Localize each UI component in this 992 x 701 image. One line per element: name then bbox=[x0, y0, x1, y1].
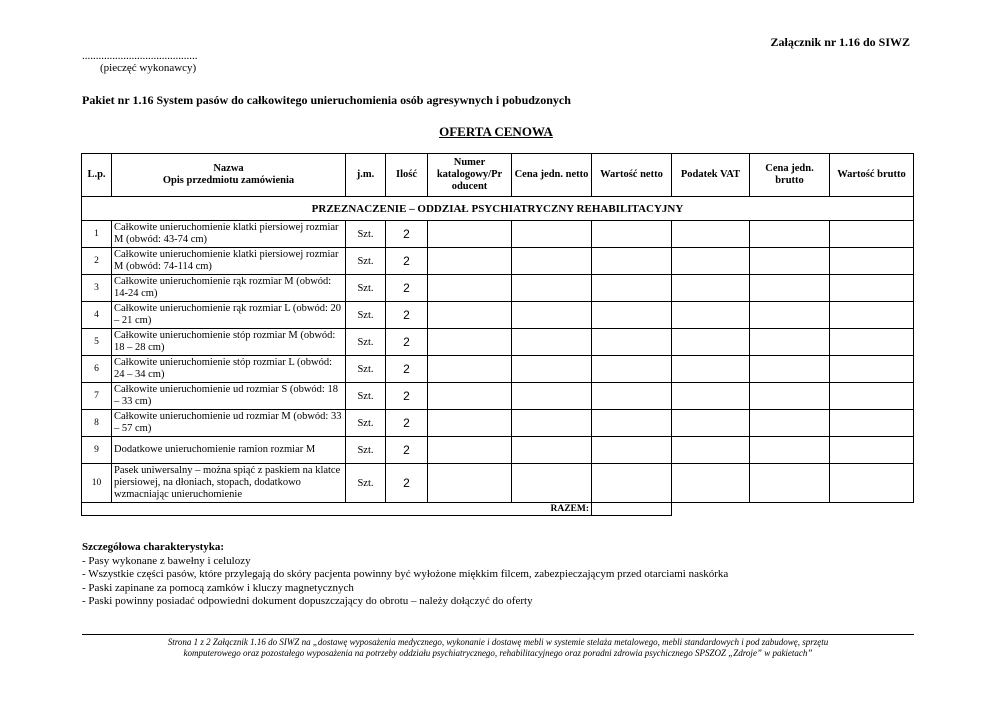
row-description: Całkowite unieruchomienie rąk rozmiar M (obwód: 14-24 cm) bbox=[112, 275, 346, 302]
row-unit: Szt. bbox=[346, 356, 386, 383]
row-value-gross[interactable] bbox=[830, 437, 914, 464]
row-value-gross[interactable] bbox=[830, 410, 914, 437]
col-header-vat: Podatek VAT bbox=[672, 154, 750, 197]
attachment-label: Załącznik nr 1.16 do SIWZ bbox=[770, 35, 910, 49]
row-unit-price-net[interactable] bbox=[512, 383, 592, 410]
row-quantity: 2 bbox=[386, 275, 428, 302]
table-row bbox=[82, 275, 914, 302]
row-value-gross[interactable] bbox=[830, 221, 914, 248]
section-row bbox=[82, 197, 914, 221]
row-vat[interactable] bbox=[672, 356, 750, 383]
row-unit: Szt. bbox=[346, 329, 386, 356]
package-title: Pakiet nr 1.16 System pasów do całkowitego unieruchomienia osób agresywnych i pobudzonych bbox=[82, 93, 571, 107]
row-unit: Szt. bbox=[346, 410, 386, 437]
row-number: 8 bbox=[82, 410, 112, 437]
row-value-gross[interactable] bbox=[830, 248, 914, 275]
col-header-name: Nazwa Opis przedmiotu zamówienia bbox=[112, 154, 346, 197]
row-value-net[interactable] bbox=[592, 275, 672, 302]
row-description: Pasek uniwersalny – można spiąć z paskiem na klatce piersiowej, na dłoniach, stopach, dodatkowo wzmacniając unieruchomienie bbox=[112, 464, 346, 503]
row-catalog-number[interactable] bbox=[428, 248, 512, 275]
characteristics-item: - Pasy wykonane z bawełny i celulozy bbox=[82, 554, 251, 567]
row-vat[interactable] bbox=[672, 275, 750, 302]
col-header-lp: L.p. bbox=[82, 154, 112, 197]
table-row bbox=[82, 383, 914, 410]
row-unit-price-net[interactable] bbox=[512, 248, 592, 275]
row-vat[interactable] bbox=[672, 437, 750, 464]
row-description: Całkowite unieruchomienie ud rozmiar M (obwód: 33 – 57 cm) bbox=[112, 410, 346, 437]
row-quantity: 2 bbox=[386, 302, 428, 329]
offer-title: OFERTA CENOWA bbox=[439, 124, 553, 139]
characteristics-item: - Paski zapinane za pomocą zamków i kluczy magnetycznych bbox=[82, 581, 354, 594]
total-value-net[interactable] bbox=[592, 503, 672, 516]
row-catalog-number[interactable] bbox=[428, 383, 512, 410]
row-quantity: 2 bbox=[386, 329, 428, 356]
footer-line: komputerowego oraz pozostałego wyposażenia na potrzeby oddziału psychiatrycznego, rehabilitacyjnego oraz poradni zdrowia psychicznego SPSZOZ „Zdroje” w pakietach” bbox=[183, 648, 813, 658]
table-header-row bbox=[82, 154, 914, 197]
row-unit-price-net[interactable] bbox=[512, 437, 592, 464]
row-vat[interactable] bbox=[672, 329, 750, 356]
stamp-dotted-line: .......................................... bbox=[82, 50, 198, 62]
row-unit-price-gross[interactable] bbox=[750, 356, 830, 383]
price-offer-table bbox=[81, 153, 914, 516]
row-unit-price-gross[interactable] bbox=[750, 464, 830, 503]
row-quantity: 2 bbox=[386, 410, 428, 437]
row-number: 2 bbox=[82, 248, 112, 275]
row-value-gross[interactable] bbox=[830, 275, 914, 302]
row-unit: Szt. bbox=[346, 464, 386, 503]
row-vat[interactable] bbox=[672, 302, 750, 329]
row-unit-price-gross[interactable] bbox=[750, 275, 830, 302]
table-row bbox=[82, 221, 914, 248]
table-row bbox=[82, 356, 914, 383]
row-vat[interactable] bbox=[672, 464, 750, 503]
col-header-unit: j.m. bbox=[346, 154, 386, 197]
row-value-gross[interactable] bbox=[830, 383, 914, 410]
table-row bbox=[82, 248, 914, 275]
col-header-unit-price-net: Cena jedn. netto bbox=[512, 154, 592, 197]
row-catalog-number[interactable] bbox=[428, 329, 512, 356]
row-catalog-number[interactable] bbox=[428, 302, 512, 329]
characteristics-item: - Wszystkie części pasów, które przylegają do skóry pacjenta powinny być wyłożone miękkim filcem, zabezpieczającym przed otarciami naskórka bbox=[82, 568, 729, 580]
table-row bbox=[82, 464, 914, 503]
row-catalog-number[interactable] bbox=[428, 410, 512, 437]
characteristics-title: Szczegółowa charakterystyka: bbox=[82, 541, 225, 553]
total-row bbox=[82, 503, 914, 516]
row-number: 4 bbox=[82, 302, 112, 329]
row-unit-price-net[interactable] bbox=[512, 302, 592, 329]
footer-divider bbox=[82, 634, 914, 635]
row-description: Całkowite unieruchomienie stóp rozmiar L (obwód: 24 – 34 cm) bbox=[112, 356, 346, 383]
col-header-value-gross: Wartość brutto bbox=[830, 154, 914, 197]
row-vat[interactable] bbox=[672, 248, 750, 275]
row-value-net[interactable] bbox=[592, 221, 672, 248]
row-value-net[interactable] bbox=[592, 302, 672, 329]
row-unit-price-gross[interactable] bbox=[750, 248, 830, 275]
row-unit-price-gross[interactable] bbox=[750, 329, 830, 356]
row-value-net[interactable] bbox=[592, 437, 672, 464]
row-quantity: 2 bbox=[386, 383, 428, 410]
row-catalog-number[interactable] bbox=[428, 464, 512, 503]
row-vat[interactable] bbox=[672, 221, 750, 248]
row-value-gross[interactable] bbox=[830, 464, 914, 503]
characteristics-item: - Paski powinny posiadać odpowiedni dokument dopuszczający do obrotu – należy dołączyć do oferty bbox=[82, 595, 533, 607]
row-description: Całkowite unieruchomienie ud rozmiar S (obwód: 18 – 33 cm) bbox=[112, 383, 346, 410]
row-quantity: 2 bbox=[386, 221, 428, 248]
row-value-gross[interactable] bbox=[830, 329, 914, 356]
row-description: Całkowite unieruchomienie rąk rozmiar L (obwód: 20 – 21 cm) bbox=[112, 302, 346, 329]
table-row bbox=[82, 302, 914, 329]
row-value-net[interactable] bbox=[592, 248, 672, 275]
row-number: 1 bbox=[82, 221, 112, 248]
row-number: 6 bbox=[82, 356, 112, 383]
row-catalog-number[interactable] bbox=[428, 221, 512, 248]
row-number: 5 bbox=[82, 329, 112, 356]
row-unit: Szt. bbox=[346, 302, 386, 329]
page-footer bbox=[82, 637, 914, 659]
contractor-stamp-label: (pieczęć wykonawcy) bbox=[100, 62, 197, 74]
row-vat[interactable] bbox=[672, 383, 750, 410]
row-unit: Szt. bbox=[346, 221, 386, 248]
col-header-quantity: Ilość bbox=[386, 154, 428, 197]
row-value-net[interactable] bbox=[592, 356, 672, 383]
table-row bbox=[82, 437, 914, 464]
row-unit-price-net[interactable] bbox=[512, 464, 592, 503]
row-description: Całkowite unieruchomienie klatki piersiowej rozmiar M (obwód: 74-114 cm) bbox=[112, 248, 346, 275]
total-spacer bbox=[672, 503, 914, 516]
row-unit: Szt. bbox=[346, 383, 386, 410]
col-header-catalog-number: Numer katalogowy/Pr oducent bbox=[428, 154, 512, 197]
table-row bbox=[82, 329, 914, 356]
row-unit-price-net[interactable] bbox=[512, 329, 592, 356]
row-unit-price-net[interactable] bbox=[512, 356, 592, 383]
row-catalog-number[interactable] bbox=[428, 275, 512, 302]
col-header-unit-price-gross: Cena jedn. brutto bbox=[750, 154, 830, 197]
row-value-gross[interactable] bbox=[830, 356, 914, 383]
row-value-net[interactable] bbox=[592, 464, 672, 503]
section-title: PRZEZNACZENIE – ODDZIAŁ PSYCHIATRYCZNY REHABILITACYJNY bbox=[82, 197, 914, 221]
row-value-net[interactable] bbox=[592, 329, 672, 356]
total-label: RAZEM: bbox=[82, 503, 592, 516]
row-value-net[interactable] bbox=[592, 383, 672, 410]
row-value-gross[interactable] bbox=[830, 302, 914, 329]
table-row bbox=[82, 410, 914, 437]
row-unit-price-net[interactable] bbox=[512, 221, 592, 248]
row-unit-price-gross[interactable] bbox=[750, 302, 830, 329]
row-unit-price-net[interactable] bbox=[512, 275, 592, 302]
row-unit: Szt. bbox=[346, 248, 386, 275]
row-unit: Szt. bbox=[346, 275, 386, 302]
row-value-net[interactable] bbox=[592, 410, 672, 437]
row-quantity: 2 bbox=[386, 464, 428, 503]
row-unit-price-gross[interactable] bbox=[750, 383, 830, 410]
row-catalog-number[interactable] bbox=[428, 437, 512, 464]
row-unit-price-net[interactable] bbox=[512, 410, 592, 437]
col-header-value-net: Wartość netto bbox=[592, 154, 672, 197]
row-unit-price-gross[interactable] bbox=[750, 221, 830, 248]
row-unit: Szt. bbox=[346, 437, 386, 464]
row-number: 9 bbox=[82, 437, 112, 464]
row-unit-price-gross[interactable] bbox=[750, 437, 830, 464]
row-number: 3 bbox=[82, 275, 112, 302]
row-vat[interactable] bbox=[672, 410, 750, 437]
row-quantity: 2 bbox=[386, 437, 428, 464]
footer-line: Strona 1 z 2 Załącznik 1.16 do SIWZ na „dostawę wyposażenia medycznego, wykonanie i dostawę mebli w systemie stelaża metalowego, mebli standardowych i pod zabudowę, sprzętu bbox=[167, 637, 829, 647]
row-description: Całkowite unieruchomienie klatki piersiowej rozmiar M (obwód: 43-74 cm) bbox=[112, 221, 346, 248]
row-quantity: 2 bbox=[386, 248, 428, 275]
row-number: 7 bbox=[82, 383, 112, 410]
row-catalog-number[interactable] bbox=[428, 356, 512, 383]
row-unit-price-gross[interactable] bbox=[750, 410, 830, 437]
row-description: Dodatkowe unieruchomienie ramion rozmiar M bbox=[112, 437, 346, 464]
row-quantity: 2 bbox=[386, 356, 428, 383]
row-number: 10 bbox=[82, 464, 112, 503]
row-description: Całkowite unieruchomienie stóp rozmiar M (obwód: 18 – 28 cm) bbox=[112, 329, 346, 356]
characteristics-block bbox=[82, 541, 728, 609]
